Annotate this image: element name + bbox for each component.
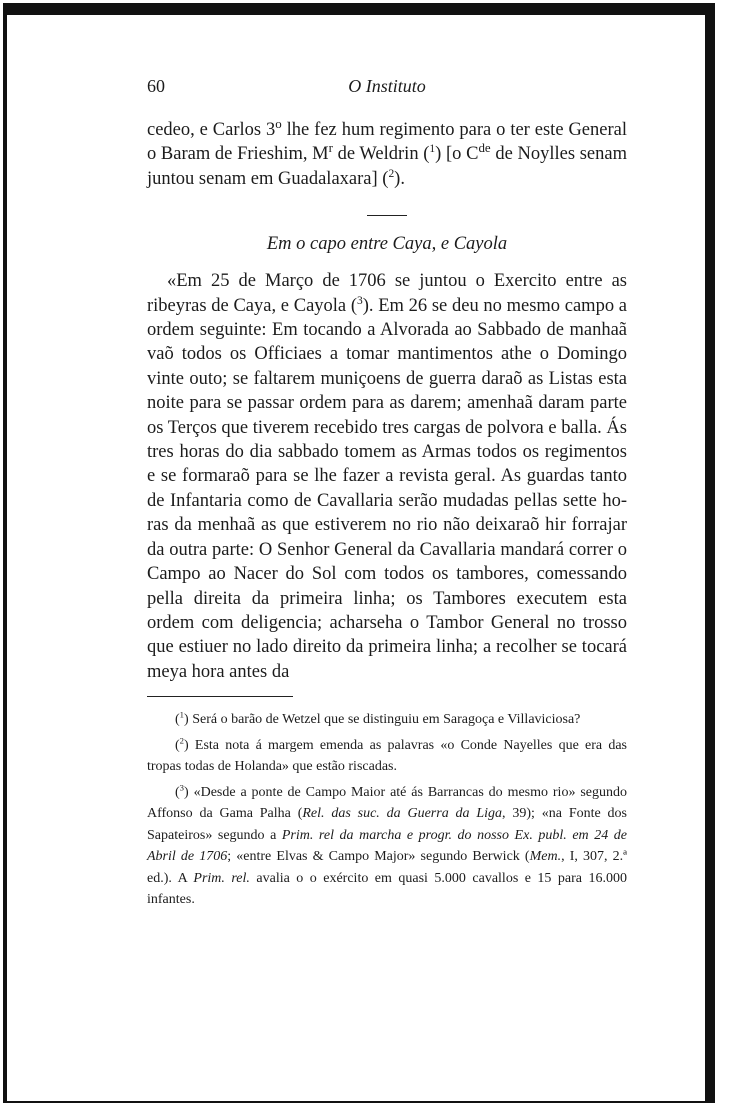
footnote-3: ($^3$) «Desde a ponte de Campo Maior até ás Barrancas do mesmo rio» segundo Affonso da Gama Palha (Rel. das suc. da Guerra da Liga, 39); «na Fonte dos Sapateiros» segundo a Prim. rel da marcha e progr. do nosso Ex. publ. em 24 de Abril de 1706; «entre Elvas & Campo Major» segundo Berwick (Mem., I, 307, 2.ª ed.). A Prim. rel. avalia o o exército em quasi 5.000 cavallos e 15 para 16.000 infantes.	[147, 781, 627, 908]
journal-title: O Instituto	[348, 76, 426, 96]
book-page	[147, 70, 627, 915]
main-text-2: ). Em 26 se deu no mesmo campo a ordem seguinte: Em tocando a Alvorada ao Sabbado de manhaã vaõ todos os Officiaes a tomar mantimentos athe o Domingo vinte outo; se faltarem muniçoens de guerra daraõ as Listas esta noite para se passar ordem para as darem; amenhaã daram parte os Terços que tiverem recebido tres cargas de polvora e balla. Ás tres horas do dia sabbado tomem as Armas todos os regimentos e se formaraõ para se lhe fazer a revista geral. As guardas tanto de Infantaria como de Cavallaria serão mudadas pellas sette horas da menhaã as que estiverem no rio não deixaraõ hir forrajar da outra parte: O Senhor General da Cavallaria mandará correr o Campo ao Nacer do Sol com todos os tambores, comessando pella direita da primeira linha; os Tambores executem esta ordem com deligencia; acharseha o Tambor General no trosso que estiuer no lado direito da primeira linha; a recolher se tocará meya hora antes da	[147, 295, 627, 682]
footnote-text-part: «Desde a ponte de Campo Maior até ás Barrancas do mesmo rio» segundo Affonso da Gama Palha (	[147, 784, 627, 822]
footnote-2: ($^2$) Esta nota á margem emenda as palavras «o Conde Nayelles que era das tropas todas de Holanda» que estão riscadas.	[147, 734, 627, 775]
footnote-1: ($^1$) Será o barão de Wetzel que se distinguiu em Saragoça e Villaviciosa?	[175, 709, 581, 728]
footnote-text-part: , 39); «na Fonte dos Sapateiros» segundo a	[147, 806, 627, 843]
opening-text-6: ).	[394, 168, 405, 189]
page-number: 60	[147, 76, 165, 96]
footnotes-rule	[147, 696, 293, 697]
footnote-ref-3[interactable]: 3	[357, 294, 363, 307]
footnote-marker: 3	[179, 781, 185, 792]
footnote-marker: 2	[179, 734, 185, 745]
ordinal-superscript: o	[275, 115, 282, 131]
footnote-marker: 1	[179, 709, 185, 720]
footnote-text: Esta nota á margem emenda as palavras «o Conde Nayelles que era das tropas todas de Holanda» que estão riscadas.	[147, 737, 627, 775]
citation-title: Rel. das suc. da Guerra da Liga	[302, 806, 503, 822]
title-superscript: r	[328, 140, 333, 156]
main-paragraph	[147, 269, 627, 684]
opening-text-2: lhe fez hum regimento para o ter este General o Baram de Frieshim, M	[147, 120, 627, 165]
footnote-text-part: ; «entre Elvas & Campo Major» segundo Berwick (	[227, 849, 530, 865]
opening-text-4: ) [o C	[435, 144, 479, 165]
opening-paragraph	[147, 115, 627, 191]
section-heading: Em o capo entre Caya, e Cayola	[266, 234, 508, 255]
footnotes	[147, 709, 627, 911]
footnote-ref-1[interactable]: 1	[429, 143, 436, 156]
footnote-ref-2[interactable]: 2	[388, 167, 395, 180]
footnote-text-part: , I, 307, 2.ª ed.). A	[147, 849, 627, 886]
running-head	[147, 70, 627, 100]
footnote-text-part: avalia o o exército em quasi 5.000 cavallos e 15 para 16.000 infantes.	[147, 870, 627, 908]
conde-superscript: de	[478, 140, 491, 156]
citation-title: Prim. rel.	[193, 870, 250, 886]
citation-title: Mem.	[529, 849, 562, 865]
opening-text-1: cedeo, e Carlos 3	[147, 120, 276, 140]
opening-text-5: de Noylles senam juntou senam em Guadalaxara] (	[147, 144, 627, 189]
citation-title: Prim. rel da marcha e progr. do nosso Ex. publ. em 24 de Abril de 1706	[147, 827, 627, 865]
footnote-text: Será o barão de Wetzel que se distinguiu em Saragoça e Villaviciosa?	[192, 712, 581, 728]
main-text-1: «Em 25 de Março de 1706 se juntou o Exercito entre as ribeyras de Caya, e Cayola (	[147, 271, 627, 316]
section-divider	[367, 215, 407, 216]
opening-text-3: de Weldrin (	[332, 144, 430, 165]
